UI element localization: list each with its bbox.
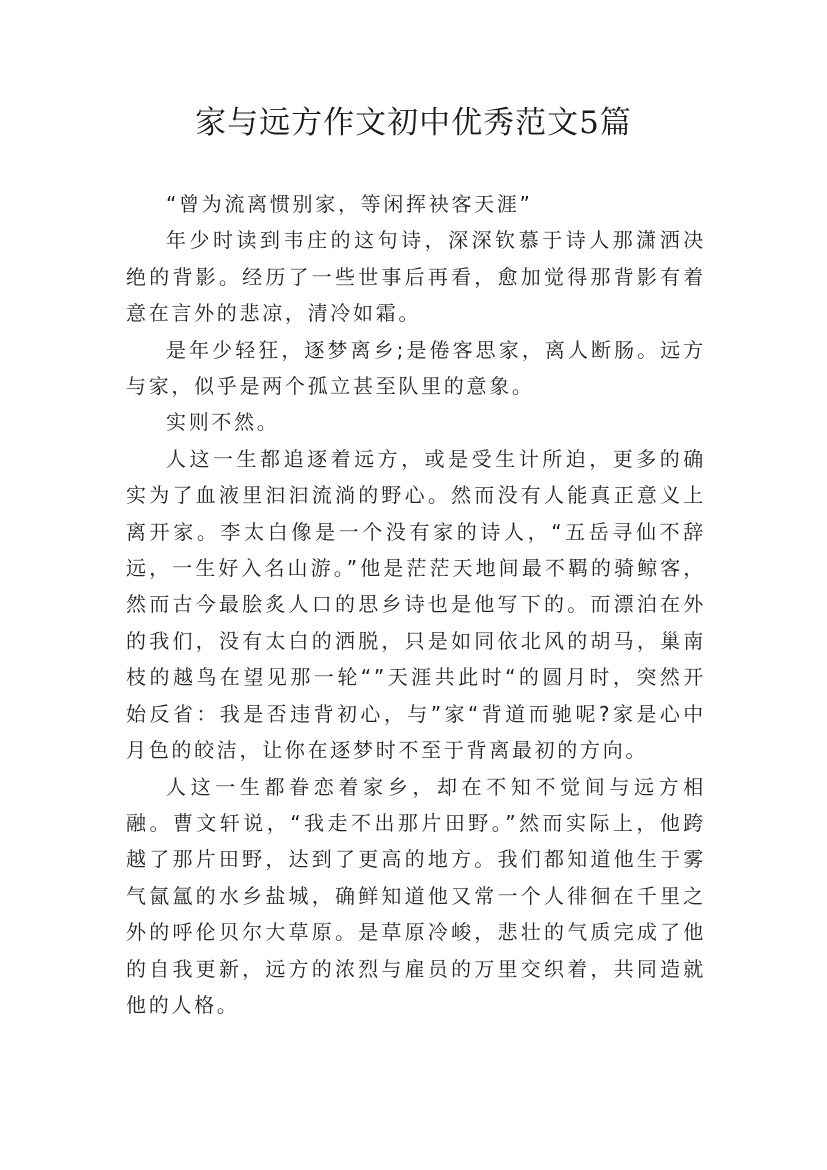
paragraph-4: 人这一生都追逐着远方，或是受生计所迫，更多的确实为了血液里汩汩流淌的野心。然而没有人能真正意义上离开家。李太白像是一个没有家的诗人，“五岳寻仙不辞远，一生好入名山游。”他是茫茫天地间最不羁的骑鲸客，然而古今最脍炙人口的思乡诗也是他写下的。而漂泊在外的我们，没有太白的洒脱，只是如同依北风的胡马，巢南枝的越鸟在望见那一轮“”天涯共此时“的圆月时，突然开始反省：我是否违背初心，与”家“背道而驰呢?家是心中月色的皎洁，让你在逐梦时不至于背离最初的方向。 — [126, 446, 706, 763]
document-body — [126, 186, 706, 1023]
paragraph-1: 年少时读到韦庄的这句诗，深深钦慕于诗人那潇洒决绝的背影。经历了一些世事后再看，愈加觉得那背影有着意在言外的悲凉，清冷如霜。 — [126, 228, 706, 326]
paragraph-2: 是年少轻狂，逐梦离乡;是倦客思家，离人断肠。远方与家，似乎是两个孤立甚至队里的意象。 — [126, 337, 706, 399]
paragraph-5: 人这一生都眷恋着家乡，却在不知不觉间与远方相融。曹文轩说，“我走不出那片田野。”然而实际上，他跨越了那片田野，达到了更高的地方。我们都知道他生于雾气氤氲的水乡盐城，确鲜知道他又常一个人徘徊在千里之外的呼伦贝尔大草原。是草原冷峻，悲壮的气质完成了他的自我更新，远方的浓烈与雇员的万里交织着，共同造就他的人格。 — [126, 774, 706, 1017]
paragraph-quote: “曾为流离惯别家，等闲挥袂客天涯” — [166, 192, 533, 216]
document-title: 家与远方作文初中优秀范文5篇 — [195, 105, 632, 141]
paragraph-3: 实则不然。 — [166, 410, 280, 435]
